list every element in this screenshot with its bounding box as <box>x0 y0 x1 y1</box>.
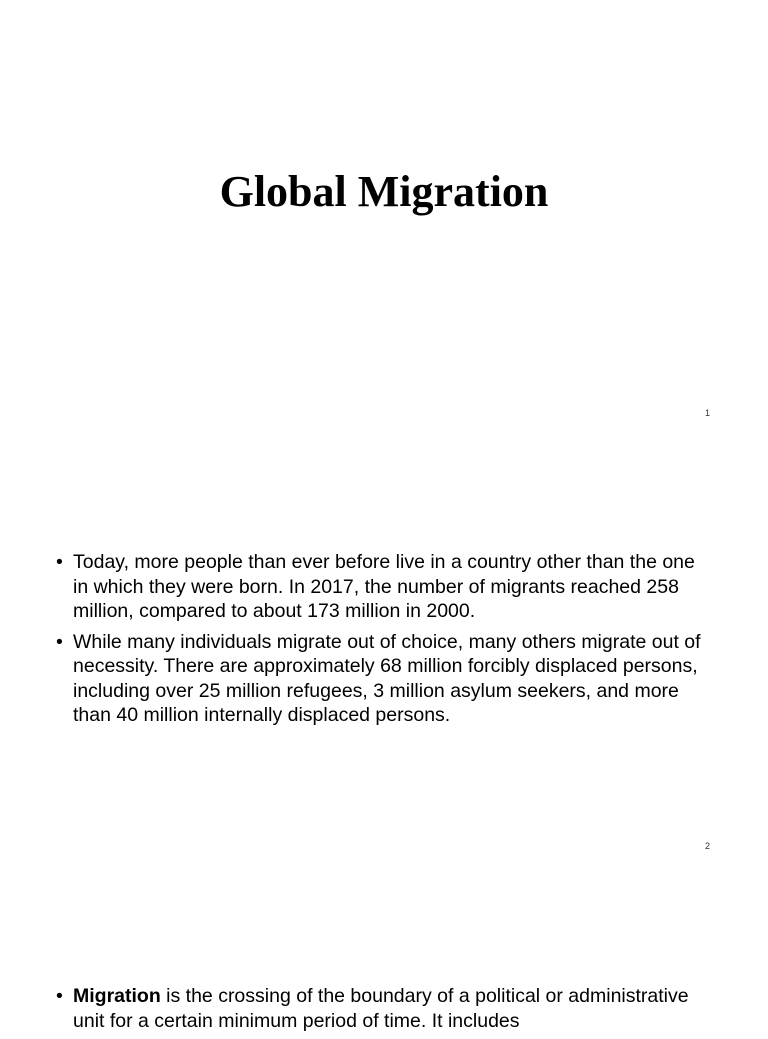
bullet-text: Today, more people than ever before live in a country other than the one in which they were born. In 2017, the number of migrants reached 258 million, compared to about 173 million in 2000. <box>73 551 695 622</box>
bullet-dot: • <box>56 551 63 573</box>
bullet-list <box>54 984 714 1039</box>
slide-2 <box>0 432 768 864</box>
slide-3 <box>0 864 768 1032</box>
bullet-term: Migration <box>73 985 161 1007</box>
bullet-item <box>54 630 714 728</box>
bullet-list <box>54 550 714 734</box>
bullet-dot: • <box>56 985 63 1007</box>
bullet-text: While many individuals migrate out of choice, many others migrate out of necessity. There are approximately 68 million forcibly displaced persons, including over 25 million refugees, 3 million asylum seekers, and more than 40 million internally displaced persons. <box>73 630 701 726</box>
slide-1 <box>0 0 768 432</box>
bullet-dot: • <box>56 630 63 653</box>
bullet-text: is the crossing of the boundary of a political or administrative unit for a certain minimum period of time. It includes <box>73 985 689 1032</box>
bullet-item <box>54 984 714 1033</box>
page-number: 2 <box>704 841 710 851</box>
slide-title: Global Migration <box>219 167 549 216</box>
page-number: 1 <box>704 408 710 418</box>
bullet-item <box>54 550 714 624</box>
